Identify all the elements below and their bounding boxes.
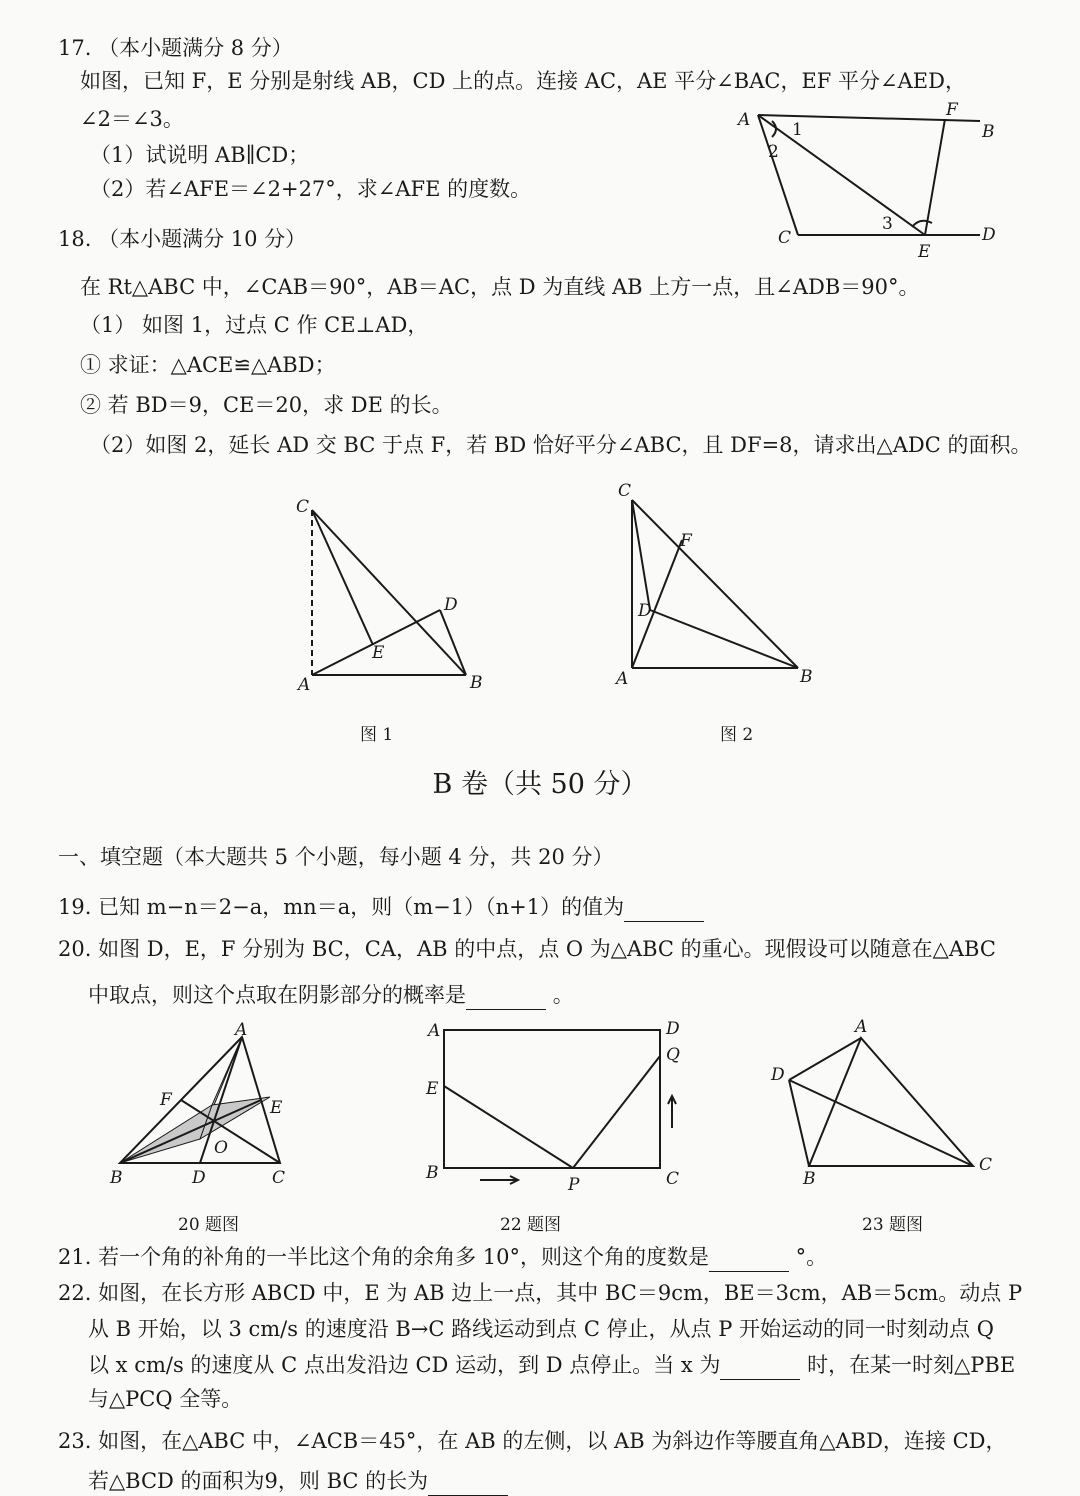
angle-arc-3 xyxy=(912,221,932,227)
label-d: D xyxy=(444,595,458,615)
q18-sub2: ② 若 BD＝9，CE＝20，求 DE 的长。 xyxy=(80,393,453,417)
q18-header: 18. （本小题满分 10 分） xyxy=(58,227,307,251)
q22-line2: 从 B 开始，以 3 cm/s 的速度沿 B→C 路线运动到点 C 停止，从点 P 开始运动的同一时刻动点 Q xyxy=(88,1317,994,1341)
label-a: A xyxy=(428,1021,441,1041)
q17-stem-line2: ∠2＝∠3。 xyxy=(80,107,184,131)
segment-db xyxy=(440,610,466,675)
q18-figure-1 xyxy=(290,490,500,700)
label-b: B xyxy=(982,122,995,142)
label-c: C xyxy=(666,1169,680,1189)
q20-line2: 中取点，则这个点取在阴影部分的概率是 。 xyxy=(88,980,574,1010)
median-be xyxy=(120,1100,261,1163)
label-f: F xyxy=(680,531,692,551)
label-c: C xyxy=(979,1155,993,1175)
section-b-title: B 卷（共 50 分） xyxy=(432,769,648,800)
q23-line1: 23. 如图，在△ABC 中，∠ACB＝45°，在 AB 的左侧，以 AB 为斜边作等腰直角△ABD，连接 CD， xyxy=(58,1429,1007,1453)
label-a: A xyxy=(298,675,311,695)
label-d: D xyxy=(982,225,996,245)
q22-line3: 以 x cm/s 的速度从 C 点出发沿边 CD 运动，到 D 点停止。当 x 为 时，在某一时刻△PBE xyxy=(88,1350,1015,1380)
q19: 19. 已知 m−n＝2−a，mn＝a，则（m−1）（n+1）的值为 xyxy=(58,892,704,922)
figure-23 xyxy=(765,1018,1005,1193)
segment-cb xyxy=(312,510,466,675)
label-c: C xyxy=(618,481,632,501)
label-d: D xyxy=(192,1168,206,1188)
figure-22 xyxy=(420,1018,690,1193)
label-c: C xyxy=(778,228,792,248)
q22-line1: 22. 如图，在长方形 ABCD 中，E 为 AB 边上一点，其中 BC＝9cm，BE＝3cm，AB＝5cm。动点 P xyxy=(58,1281,1023,1305)
label-a: A xyxy=(235,1020,248,1040)
angle-label-2: 2 xyxy=(768,142,779,162)
q20-line1: 20. 如图 D，E，F 分别为 BC，CA，AB 的中点，点 O 为△ABC 的重心。现假设可以随意在△ABC xyxy=(58,937,996,961)
segment-ae xyxy=(758,115,925,235)
q17-stem-line1: 如图，已知 F，E 分别是射线 AB，CD 上的点。连接 AC，AE 平分∠BAC，EF 平分∠AED， xyxy=(80,69,966,93)
fig20-caption: 20 题图 xyxy=(178,1215,240,1235)
label-a: A xyxy=(616,669,629,689)
q18-part2: （2）如图 2，延长 AD 交 BC 于点 F，若 BD 恰好平分∠ABC，且 DF=8，请求出△ADC 的面积。 xyxy=(90,433,1032,457)
q21: 21. 若一个角的补角的一半比这个角的余角多 10°，则这个角的度数是 °。 xyxy=(58,1242,827,1272)
fig2-caption: 图 2 xyxy=(720,725,754,745)
label-f: F xyxy=(946,100,958,120)
label-e: E xyxy=(918,242,931,262)
q23-line2: 若△BCD 的面积为9，则 BC 的长为 xyxy=(88,1466,508,1496)
segment-ef xyxy=(925,119,945,235)
q17-part1: （1）试说明 AB∥CD； xyxy=(90,143,310,167)
q18-figure-2 xyxy=(610,480,830,695)
shaded-region xyxy=(120,1105,212,1163)
fill-in-section-header: 一、填空题（本大题共 5 个小题，每小题 4 分，共 20 分） xyxy=(58,845,614,869)
angle-label-3: 3 xyxy=(882,214,893,234)
segment-cb xyxy=(632,500,798,668)
q17-part2: （2）若∠AFE＝∠2+27°，求∠AFE 的度数。 xyxy=(90,177,532,201)
label-p: P xyxy=(568,1175,580,1195)
figure-20 xyxy=(110,1020,300,1195)
segment-dc xyxy=(789,1080,973,1166)
segment-db xyxy=(789,1080,809,1166)
segment-ce xyxy=(312,510,373,645)
segment-pq xyxy=(573,1056,660,1168)
label-d: D xyxy=(771,1065,785,1085)
label-e: E xyxy=(372,643,385,663)
label-c: C xyxy=(272,1168,286,1188)
label-b: B xyxy=(800,667,813,687)
label-b: B xyxy=(110,1168,123,1188)
angle-label-1: 1 xyxy=(792,120,803,140)
q17-figure xyxy=(730,95,1010,265)
fig22-caption: 22 题图 xyxy=(500,1215,562,1235)
q18-part1: （1） 如图 1，过点 C 作 CE⊥AD， xyxy=(80,313,429,337)
label-b: B xyxy=(470,673,483,693)
label-e: E xyxy=(270,1098,283,1118)
label-a: A xyxy=(738,110,751,130)
segment-ep xyxy=(444,1086,573,1168)
fig1-caption: 图 1 xyxy=(360,725,394,745)
label-c: C xyxy=(296,497,310,517)
label-b: B xyxy=(426,1163,439,1183)
segment-ad xyxy=(789,1038,861,1080)
label-b: B xyxy=(803,1169,816,1189)
label-a: A xyxy=(855,1017,868,1037)
fig23-caption: 23 题图 xyxy=(862,1215,924,1235)
q22-line4: 与△PCQ 全等。 xyxy=(88,1387,243,1411)
segment-db xyxy=(650,610,798,668)
label-d: D xyxy=(666,1019,680,1039)
triangle-abc xyxy=(809,1038,973,1166)
watermark-strip xyxy=(730,1472,1080,1496)
label-f: F xyxy=(160,1090,172,1110)
angle-arc-1 xyxy=(772,121,776,137)
q17-header: 17. （本小题满分 8 分） xyxy=(58,36,293,60)
label-e: E xyxy=(426,1079,439,1099)
label-o: O xyxy=(214,1138,228,1158)
label-d: D xyxy=(638,601,652,621)
q18-sub1: ① 求证：△ACE≌△ABD； xyxy=(80,353,336,377)
label-q: Q xyxy=(666,1045,680,1065)
q18-stem: 在 Rt△ABC 中，∠CAB＝90°，AB＝AC，点 D 为直线 AB 上方一点，且∠ADB＝90°。 xyxy=(80,275,920,299)
